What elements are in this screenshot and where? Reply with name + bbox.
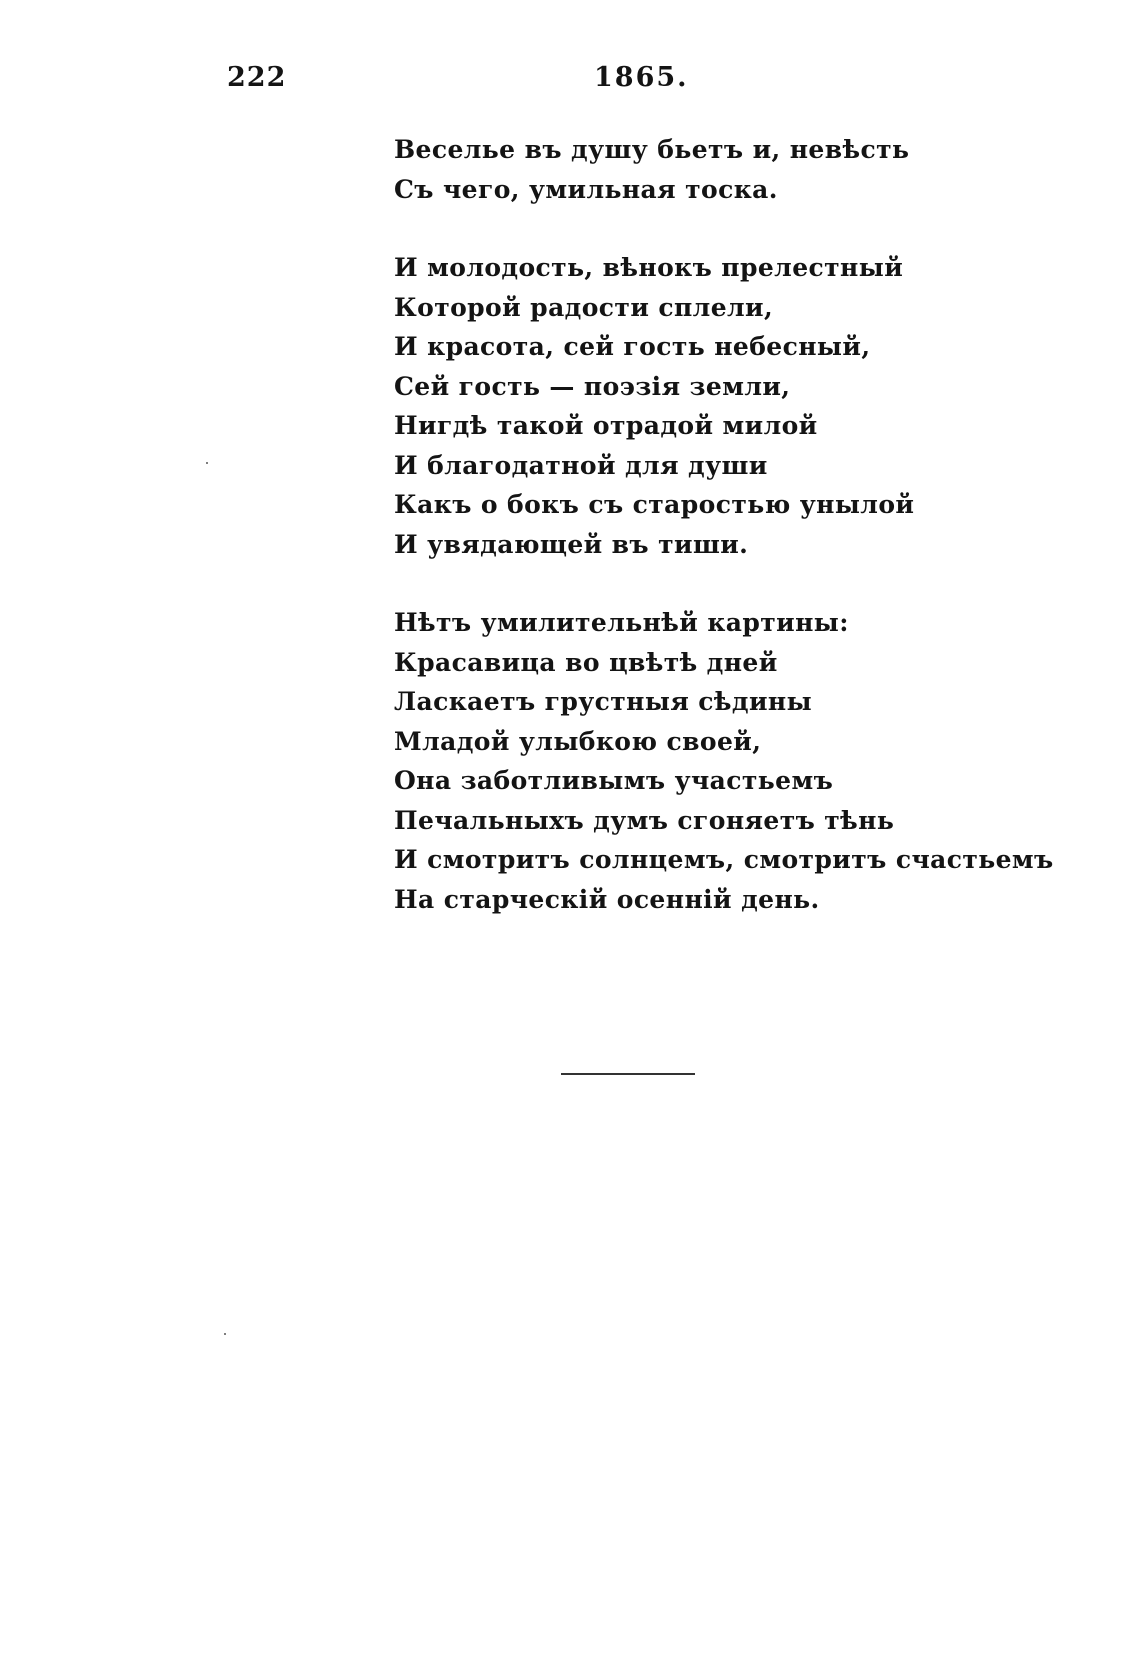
poem-line: На старческій осенній день. [394,884,820,914]
poem-line: И смотритъ солнцемъ, смотритъ счастьемъ [394,845,1054,874]
poem-line: Съ чего, умильная тоска. [394,174,778,204]
scan-speck [224,1333,226,1335]
stanza-1 [394,130,954,209]
poem-line: Нѣтъ умилительнѣй картины: [394,608,849,637]
scan-speck [206,462,208,464]
poem-line: Младой улыбкою своей, [394,726,762,756]
poem-line: Сей гость — поэзія земли, [394,371,791,401]
poem-line: Она заботливымъ участьемъ [394,766,834,795]
poem-line: Которой радости сплели, [394,292,774,322]
running-head-year: 1865. [594,62,689,93]
poem-line: И увядающей въ тиши. [394,529,749,559]
poem [394,130,1054,919]
poem-line: Нигдѣ такой отрадой милой [394,411,818,440]
poem-line: Какъ о бокъ съ старостью унылой [394,490,915,519]
poem-line: И молодость, вѣнокъ прелестный [394,253,904,282]
end-rule-divider [561,1073,695,1075]
poem-line: Красавица во цвѣтѣ дней [394,647,778,677]
poem-line: Печальныхъ думъ сгоняетъ тѣнь [394,805,895,835]
poem-line: И благодатной для души [394,450,768,480]
stanza-3 [394,603,1054,919]
page-number: 222 [227,62,287,93]
poem-line: Веселье въ душу бьетъ и, невѣсть [394,135,910,164]
poem-line: И красота, сей гость небесный, [394,332,871,361]
stanza-2 [394,248,954,564]
poem-line: Ласкаетъ грустныя сѣдины [394,687,813,716]
